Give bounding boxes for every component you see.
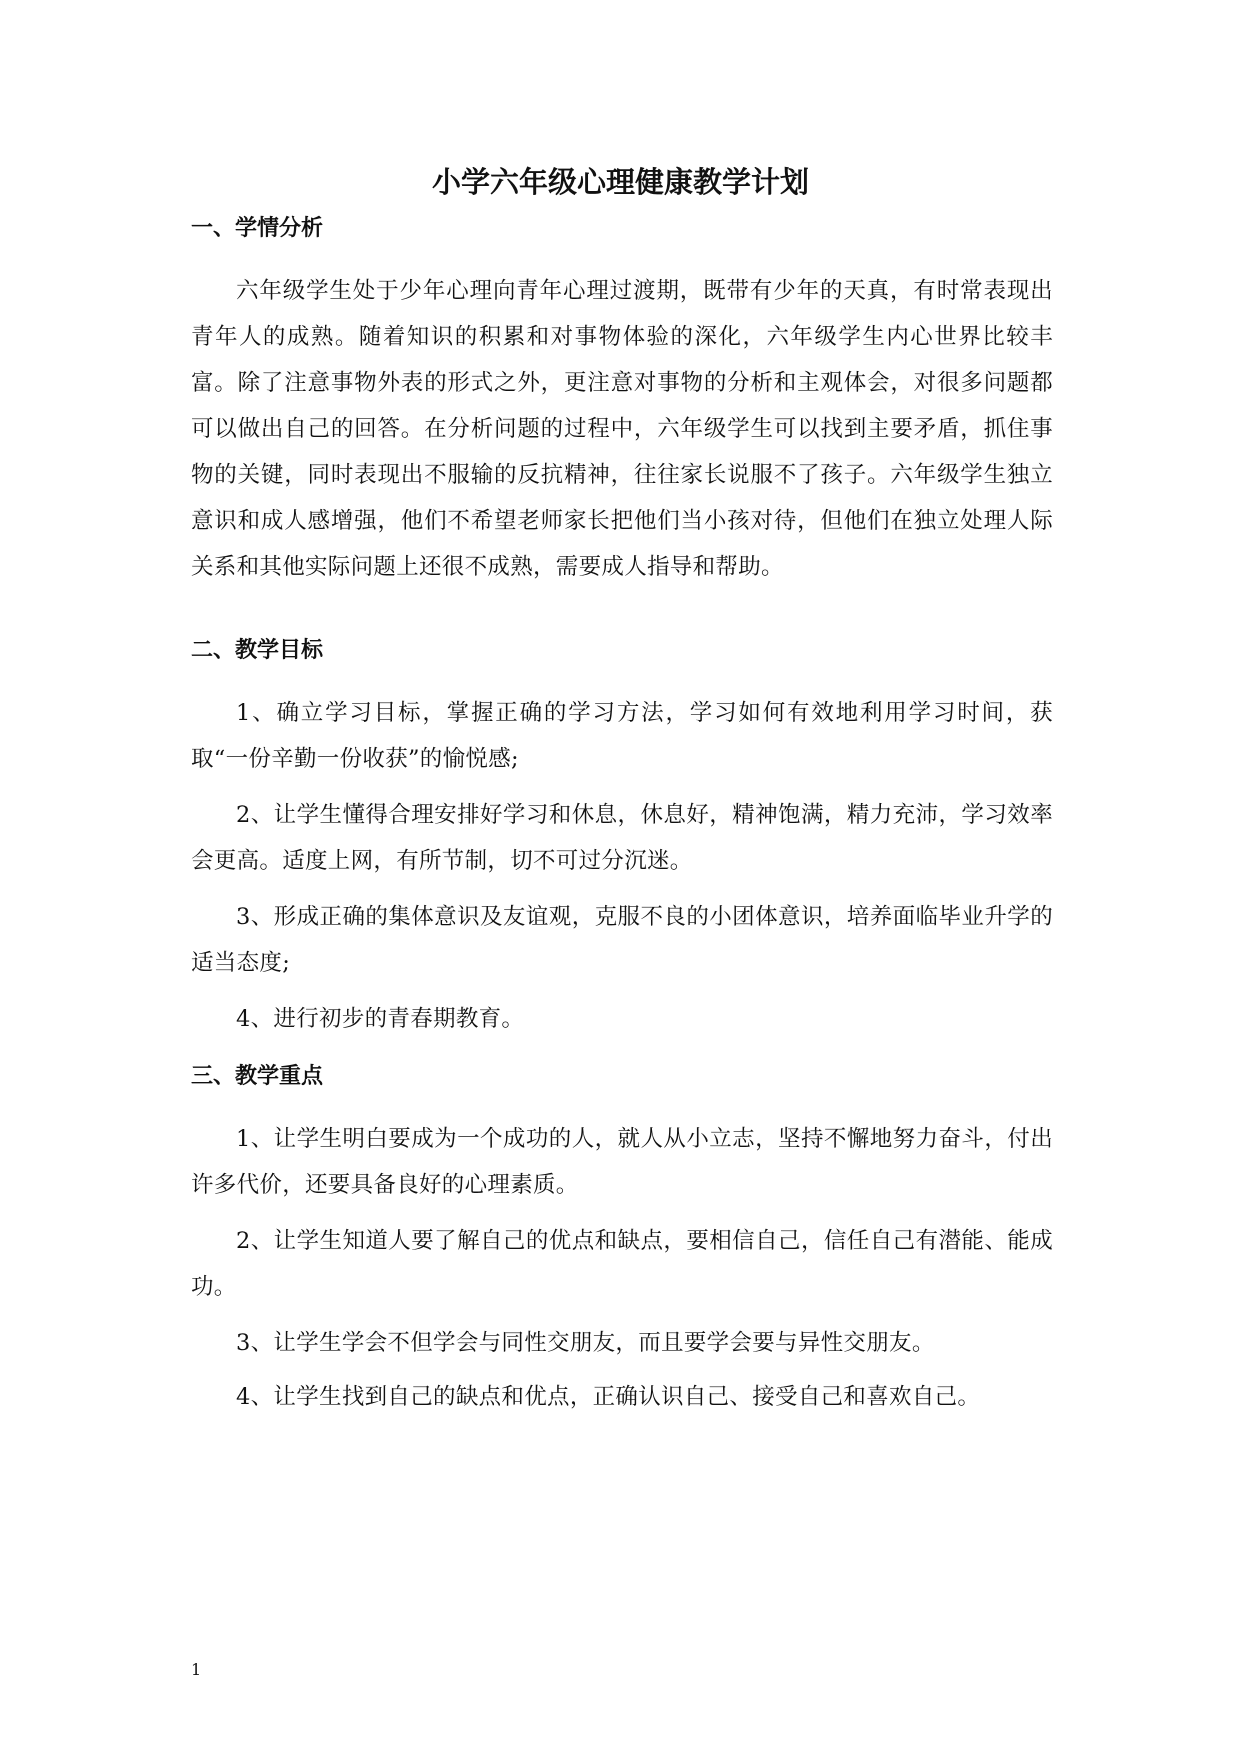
paragraph-focus-2: 2、让学生知道人要了解自己的优点和缺点，要相信自己，信任自己有潜能、能成功。: [191, 1228, 1053, 1300]
paragraph-learning-analysis: 六年级学生处于少年心理向青年心理过渡期，既带有少年的天真，有时常表现出青年人的成熟。随着知识的积累和对事物体验的深化，六年级学生内心世界比较丰富。除了注意事物外表的形式之外，更注意对事物的分析和主观体会，对很多问题都可以做出自己的回答。在分析问题的过程中，六年级学生可以找到主要矛盾，抓住事物的关键，同时表现出不服输的反抗精神，往往家长说服不了孩子。六年级学生独立意识和成人感增强，他们不希望老师家长把他们当小孩对待，但他们在独立处理人际关系和其他实际问题上还很不成熟，需要成人指导和帮助。: [191, 278, 1053, 580]
paragraph-goal-3: 3、形成正确的集体意识及友谊观，克服不良的小团体意识，培养面临毕业升学的适当态度;: [191, 904, 1053, 976]
paragraph-goal-1: 1、确立学习目标，掌握正确的学习方法，学习如何有效地利用学习时间，获取“一份辛勤一份收获”的愉悦感;: [191, 700, 1053, 772]
paragraph-focus-3: 3、让学生学会不但学会与同性交朋友，而且要学会要与异性交朋友。: [236, 1330, 935, 1356]
section-heading-teaching-goals: 二、教学目标: [191, 638, 324, 663]
section-heading-learning-analysis: 一、学情分析: [191, 216, 324, 241]
page-number: 1: [191, 1660, 202, 1679]
paragraph-goal-4: 4、进行初步的青春期教育。: [236, 1006, 525, 1032]
document-title: 小学六年级心理健康教学计划: [431, 165, 809, 199]
section-heading-teaching-focus: 三、教学重点: [191, 1064, 324, 1089]
paragraph-focus-1: 1、让学生明白要成为一个成功的人，就人从小立志，坚持不懈地努力奋斗，付出许多代价，还要具备良好的心理素质。: [191, 1126, 1053, 1198]
paragraph-focus-4: 4、让学生找到自己的缺点和优点，正确认识自己、接受自己和喜欢自己。: [236, 1384, 981, 1410]
paragraph-goal-2: 2、让学生懂得合理安排好学习和休息，休息好，精神饱满，精力充沛，学习效率会更高。适度上网，有所节制，切不可过分沉迷。: [191, 802, 1053, 874]
